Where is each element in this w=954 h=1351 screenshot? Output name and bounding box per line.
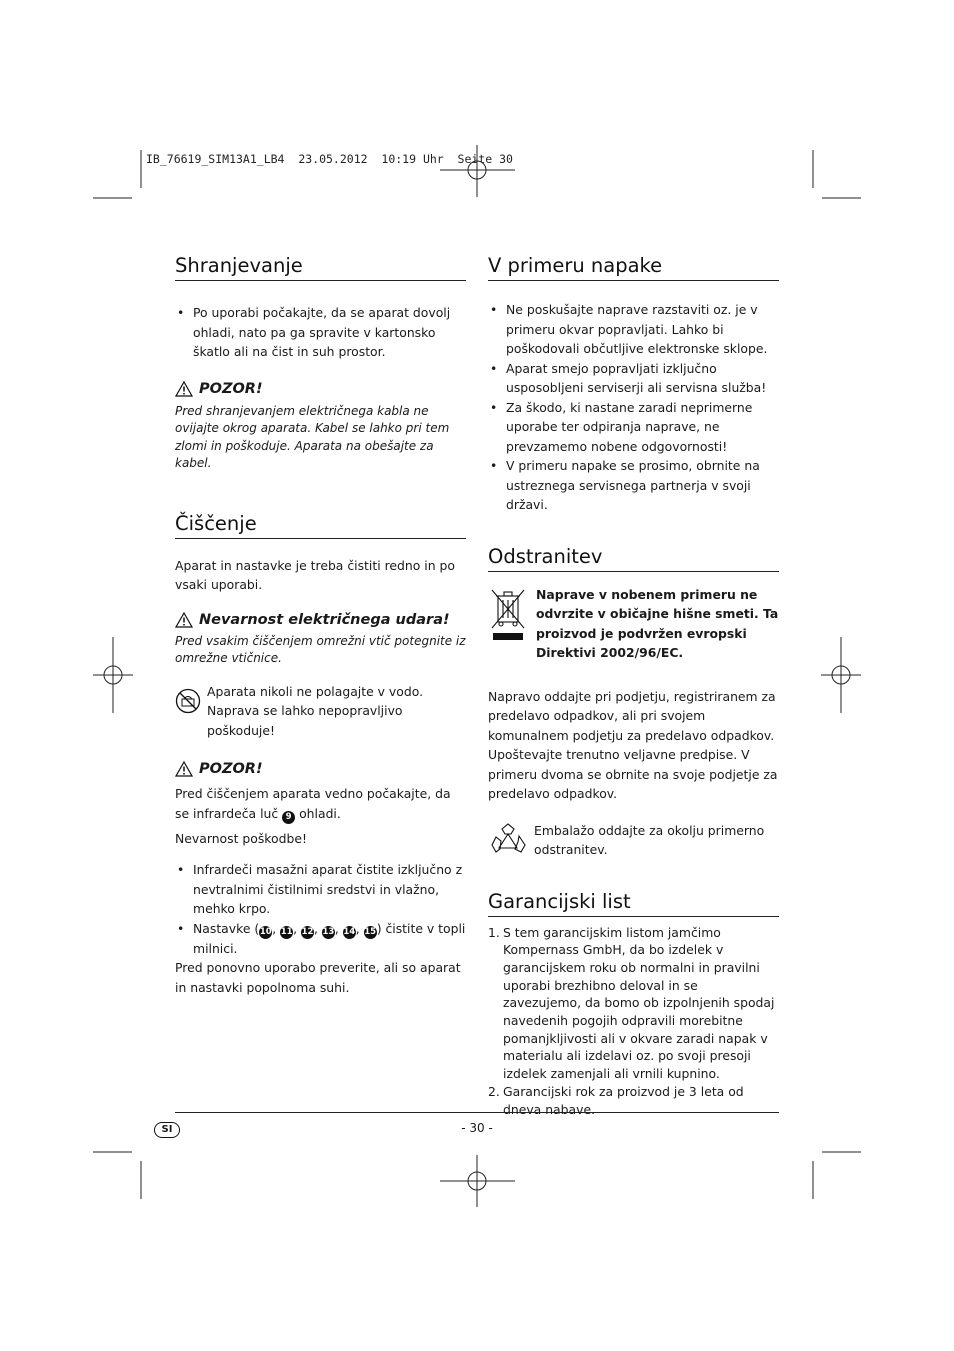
cool-down-pre: Pred čiščenjem aparata vedno počakajte, da se infrardeča luč bbox=[175, 786, 451, 821]
cleaning-heading: Čiščenje bbox=[175, 513, 466, 539]
warranty-heading: Garancijski list bbox=[488, 891, 779, 917]
danger-warning-title bbox=[175, 610, 466, 630]
warning-triangle-icon bbox=[175, 381, 193, 397]
no-water-icon bbox=[175, 688, 201, 714]
part-number-badge: 15 bbox=[364, 926, 377, 937]
warranty-item-number: 2. bbox=[488, 1083, 500, 1099]
recycle-icon bbox=[488, 821, 528, 861]
storage-warning-text: Pred shranjevanjem električnega kabla ne ovijajte okrog aparata. Kabel se lahko pri tem zlomi in poškoduje. Aparata na obešajte za kabel. bbox=[175, 403, 450, 470]
fault-heading: V primeru napake bbox=[488, 255, 779, 281]
cleaning-warning-label: POZOR! bbox=[199, 761, 263, 777]
attachments-post: ) čistite v topli milnici. bbox=[193, 920, 466, 956]
water-note-text: Aparata nikoli ne polagajte v vodo. Naprava se lahko nepopravljivo poškoduje! bbox=[207, 683, 424, 738]
cleaning-intro: Aparat in nastavke je treba čistiti redno in po vsaki uporabi. bbox=[175, 557, 455, 592]
weee-notice bbox=[488, 585, 779, 663]
storage-list bbox=[175, 303, 466, 362]
damage-warning: Nevarnost poškodbe! bbox=[175, 830, 307, 846]
language-badge bbox=[154, 1122, 180, 1138]
fault-bullet-1: • Ne poskušajte naprave razstaviti oz. je v primeru okvar popravljati. Lahko bi poškodovali občutljive elektronske sklope. bbox=[488, 300, 779, 359]
disposal-paragraph: Napravo oddajte pri podjetju, registriranem za predelavo odpadkov, ali pri svojem komunalnem podjetju za predelavo odpadkov. Upoštevajte trenutno veljavne predpise. V primeru dvoma se obrnite na svoje podjetje za predelavo odpadkov. bbox=[488, 688, 778, 801]
fault-bullet-4: • V primeru napake se prosimo, obrnite na ustreznega servisnega partnerja v svoji državi. bbox=[488, 456, 779, 515]
fault-bullet-2: • Aparat smejo popravljati izključno usposobljeni serviserji ali servisna služba! bbox=[488, 359, 779, 398]
cleaning-final: Pred ponovno uporabo preverite, ali so aparat in nastavki popolnoma suhi. bbox=[175, 960, 461, 995]
water-note bbox=[175, 682, 466, 741]
disposal-heading: Odstranitev bbox=[488, 546, 779, 572]
page-number: - 30 - bbox=[461, 1121, 493, 1135]
part-number-badge: 12 bbox=[301, 926, 314, 937]
danger-warning-label: Nevarnost električnega udara! bbox=[199, 611, 450, 628]
left-column bbox=[175, 255, 466, 997]
fault-bullet-3: • Za škodo, ki nastane zaradi neprimerne uporabe ter odpiranja naprave, ne prevzamemo nobene odgovornosti! bbox=[488, 398, 779, 457]
attachments-pre: Nastavke ( bbox=[193, 920, 260, 936]
weee-text: Naprave v nobenem primeru ne odvrzite v običajne hišne smeti. Ta proizvod je podvržen evropski Direktivi 2002/96/EC. bbox=[536, 586, 779, 660]
cleaning-list bbox=[175, 860, 466, 958]
crossed-bin-icon bbox=[488, 587, 528, 645]
storage-warning-label: POZOR! bbox=[199, 380, 263, 397]
part-number-badge: 13 bbox=[322, 926, 335, 937]
warranty-item-number: 1. bbox=[488, 924, 500, 940]
part-number-badge: 14 bbox=[343, 926, 356, 937]
cool-down-post: ohladi. bbox=[299, 805, 341, 821]
cleaning-bullet-1: • Infrardeči masažni aparat čistite izključno z nevtralnimi čistilnimi sredstvi in vlažno, mehko krpo. bbox=[175, 860, 466, 919]
danger-warning-text: Pred vsakim čiščenjem omrežni vtič potegnite iz omrežne vtičnice. bbox=[175, 633, 466, 665]
storage-heading: Shranjevanje bbox=[175, 255, 466, 281]
part-number-badge: 9 bbox=[282, 811, 295, 824]
footer-rule bbox=[175, 1112, 779, 1113]
warning-triangle-icon bbox=[175, 612, 193, 628]
warranty-item-text: S tem garancijskim listom jamčimo Kompernass GmbH, da bo izdelek v garancijskem roku ob normalni in pravilni uporabi brezhibno deloval in se zavezujemo, da bomo ob izpolnjenih spodaj navedenih pogojih odpravili morebitne pomanjkljivosti ali v okvare zaradi napak v materialu ali izdelavi oz. po svoji presoji izdelek zamenjali ali vrnili kupnino. bbox=[503, 924, 775, 1082]
warning-triangle-icon bbox=[175, 761, 193, 777]
cleaning-warning-title bbox=[175, 759, 466, 779]
packaging-note bbox=[488, 821, 779, 861]
packaging-text: Embalažo oddajte za okolju primerno odstranitev. bbox=[534, 822, 765, 857]
language-code: SI bbox=[161, 1124, 173, 1135]
cleaning-bullet-2: • Nastavke (10, 11, 12, 13, 14, 15) čistite v topli milnici. bbox=[175, 919, 466, 959]
part-number-badge: 11 bbox=[280, 926, 293, 937]
storage-bullet: • Po uporabi počakajte, da se aparat dovolj ohladi, nato pa ga spravite v kartonsko škatlo ali na čist in suh prostor. bbox=[175, 303, 466, 362]
warranty-item-text: Garancijski rok za proizvod je 3 leta od dneva nabave. bbox=[503, 1083, 744, 1117]
warranty-item-1 bbox=[488, 924, 779, 1083]
cool-down-text bbox=[175, 784, 466, 824]
warranty-list bbox=[488, 924, 779, 1119]
storage-warning-title bbox=[175, 379, 466, 399]
print-slug: IB_76619_SIM13A1_LB4 23.05.2012 10:19 Uhr Seite 30 bbox=[146, 152, 513, 166]
fault-list bbox=[488, 300, 779, 515]
right-column bbox=[488, 255, 779, 1118]
part-number-badge: 10 bbox=[259, 926, 272, 937]
